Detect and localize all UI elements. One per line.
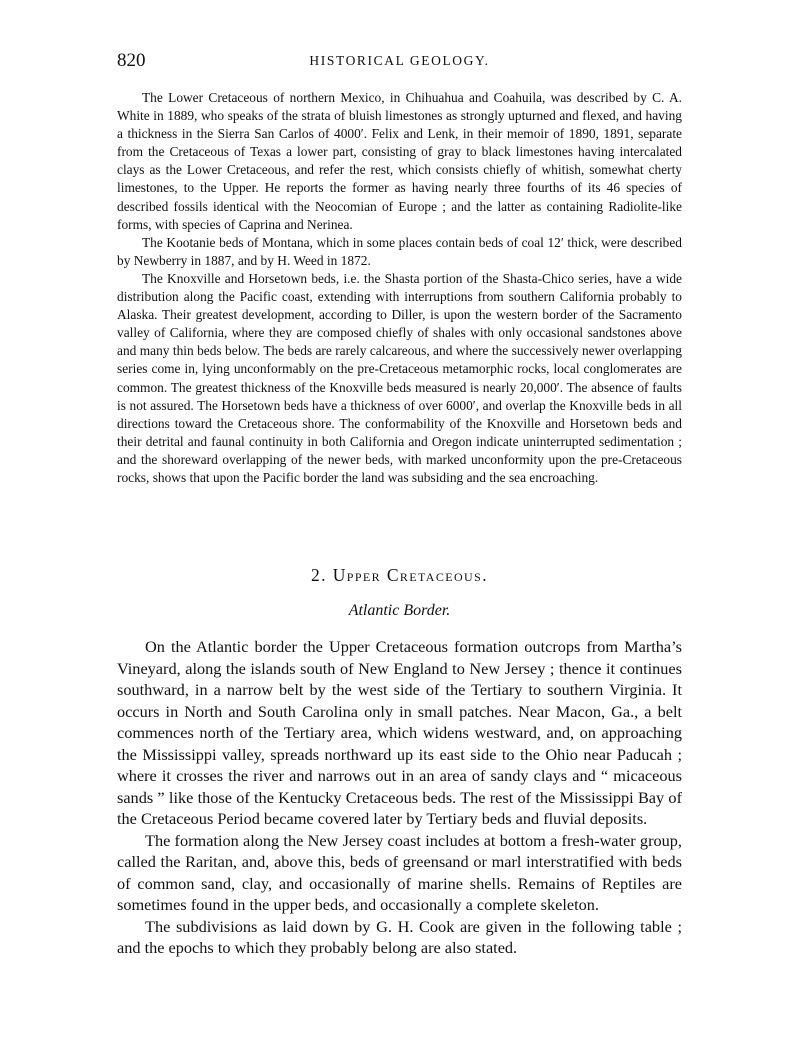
paragraph-subdivisions: The subdivisions as laid down by G. H. Cook are given in the following table ; and the epochs to which they probably belong are also stated.: [117, 916, 682, 957]
paragraph-atlantic-border: On the Atlantic border the Upper Cretaceous formation outcrops from Martha’s Vineyard, along the islands south of New England to New Jersey ; thence it continues southward, in a narrow belt by the west side of the Tertiary to southern Virginia. It occurs in North and South Carolina only in small patches. Near Macon, Ga., a belt commences north of the Tertiary area, which widens westward, and, on approaching the Mississippi valley, spreads northward up its east side to the Ohio near Paducah ; where it crosses the river and narrows out in an area of sandy clays and “ micaceous sands ” like those of the Kentucky Cretaceous beds. The rest of the Mississippi Bay of the Cretaceous Period became covered later by Tertiary beds and fluvial deposits.: [117, 637, 682, 828]
paragraph-new-jersey-coast: The formation along the New Jersey coast includes at bottom a fresh-water group, called the Raritan, and, above this, beds of greensand or marl interstratified with beds of common sand, clay, and occasionally of marine shells. Remains of Reptiles are sometimes found in the upper beds, and occasionally a complete skeleton.: [117, 830, 682, 914]
section-number: 2.: [311, 565, 327, 585]
main-body: [117, 636, 682, 959]
section-subheading: Atlantic Border.: [348, 602, 451, 619]
running-title: HISTORICAL GEOLOGY.: [309, 53, 490, 68]
paragraph-knoxville-horsetown: The Knoxville and Horsetown beds, i.e. the Shasta portion of the Shasta-Chico series, have a wide distribution along the Pacific coast, extending with interruptions from southern California probably to Alaska. Their greatest development, according to Diller, is upon the western border of the Sacramento valley of California, where they are composed chiefly of shales with only occasional sandstones above and many thin beds below. The beds are rarely calcareous, and where the successively newer overlapping series come in, lying unconformably on the pre-Cretaceous metamorphic rocks, local conglomerates are common. The greatest thickness of the Knoxville beds measured is nearly 20,000′. The absence of faults is not assured. The Horsetown beds have a thickness of over 6000′, and overlap the Knoxville beds in all directions toward the Cretaceous shore. The conformability of the Knoxville and Horsetown beds and their detrital and faunal continuity in both California and Oregon indicate uninterrupted sedimentation ; and the shoreward overlapping of the newer beds, with marked unconformity upon the pre-Cretaceous rocks, shows that upon the Pacific border the land was subsiding and the sea encroaching.: [117, 270, 682, 485]
paragraph-kootanie-beds: The Kootanie beds of Montana, which in some places contain beds of coal 12′ thick, were described by Newberry in 1887, and by H. Weed in 1872.: [117, 234, 682, 268]
running-head: [117, 50, 682, 74]
small-print-body: [117, 89, 682, 487]
section-title: Upper Cretaceous.: [332, 565, 488, 585]
page-number: 820: [117, 50, 146, 71]
section-heading: [117, 565, 682, 586]
paragraph-lower-cretaceous-mexico: The Lower Cretaceous of northern Mexico, in Chihuahua and Coahuila, was described by C. A. White in 1889, who speaks of the strata of bluish limestones as strongly upturned and flexed, and having a thickness in the Sierra San Carlos of 4000′. Felix and Lenk, in their memoir of 1890, 1891, separate from the Cretaceous of Texas a lower part, consisting of gray to black limestones having intercalated clays as the Lower Cretaceous, and refer the rest, which consists chiefly of whitish, somewhat cherty limestones, to the Upper. He reports the former as having nearly three fourths of its 46 species of described fossils identical with the Neocomian of Europe ; and the latter as containing Radiolite-like forms, with species of Caprina and Nerinea.: [117, 90, 682, 232]
